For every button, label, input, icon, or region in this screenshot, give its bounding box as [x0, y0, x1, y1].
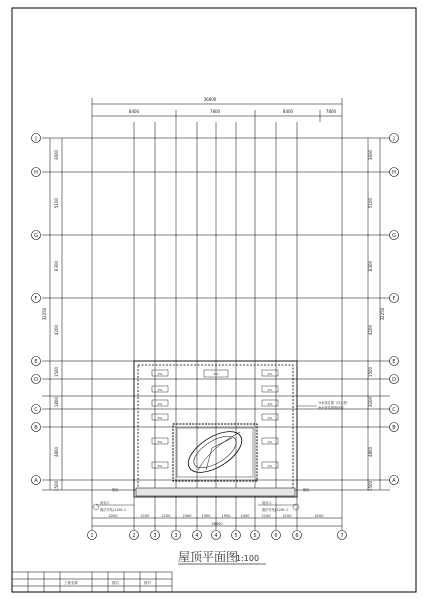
drain-note-left-ref: 做法详见J.1201-1 [100, 508, 126, 512]
row-label-right-e: E [392, 359, 396, 365]
top-dim-2: 7800 [209, 109, 221, 114]
eave-label-left: 檐沟 [112, 488, 119, 492]
vertical-grid-lines [92, 122, 342, 530]
left-dim-3: 6300 [54, 260, 59, 272]
note-right-1: 分水线位置（详大样） [318, 401, 350, 405]
row-label-right-b: B [392, 425, 396, 431]
right-dim-2: 5100 [368, 197, 373, 209]
row-label-left-f: F [34, 296, 38, 302]
bottom-dim-5: 1950 [201, 514, 211, 518]
slope-tag-r6: 2% [267, 464, 273, 468]
slope-tag-r5: 2% [267, 440, 273, 444]
col-label-6: 6 [295, 533, 299, 539]
top-dim-4: 7800 [325, 109, 337, 114]
slope-tag-l6: 2% [157, 464, 163, 468]
row-label-left-h: H [34, 170, 38, 176]
slope-tags [152, 370, 278, 468]
slope-tag-l3: 2% [157, 402, 163, 406]
right-dim-8: 4800 [368, 446, 373, 458]
col-label-4a: 4 [195, 533, 199, 539]
left-dim-1: 3600 [54, 149, 59, 161]
right-dim-9: 1500 [368, 480, 373, 492]
left-dim-2: 5100 [54, 197, 59, 209]
col-label-3a: 3 [174, 533, 178, 539]
drawing-frame [12, 8, 416, 592]
stair-core [173, 423, 257, 481]
col-label-4: 4 [214, 533, 218, 539]
bottom-dim-3: 2100 [161, 514, 171, 518]
left-dim-4: 4200 [54, 324, 59, 336]
row-label-left-g: G [34, 233, 38, 239]
top-total-dim: 36600 [203, 97, 217, 102]
left-dim-9: 1500 [54, 480, 59, 492]
top-dim-1: 8400 [128, 109, 140, 114]
slope-tag-l4: 2% [157, 416, 163, 420]
left-dim-5: 1500 [54, 366, 59, 378]
slope-tag-r3: 2% [267, 402, 273, 406]
row-axis-bubbles [32, 134, 399, 485]
bottom-dim-6: 1950 [221, 514, 231, 518]
slope-tag-r2: 2% [267, 388, 273, 392]
left-total-dim: 32250 [42, 307, 47, 321]
col-label-2: 2 [132, 533, 136, 539]
right-dim-5: 1500 [368, 366, 373, 378]
left-dim-6: 1800 [54, 396, 59, 408]
drain-note-right: 雨水口 [262, 501, 272, 505]
drain-note-left: 雨水口 [100, 501, 110, 505]
slope-tag-l1: 2% [157, 372, 163, 376]
slope-tag-center: 2% [213, 372, 219, 376]
right-total-dim: 32250 [380, 307, 385, 321]
bottom-dim-7: 2400 [240, 514, 250, 518]
col-label-5: 5 [253, 533, 257, 539]
col-label-6a: 6 [274, 533, 278, 539]
bottom-dim-2: 2100 [140, 514, 150, 518]
top-dim-3: 8400 [282, 109, 294, 114]
row-label-left-e: E [34, 359, 38, 365]
row-label-right-j: J [393, 136, 395, 142]
slope-tag-r4: 2% [267, 416, 273, 420]
roof-outline [134, 361, 297, 497]
col-label-5a: 5 [234, 533, 238, 539]
col-label-7: 7 [340, 533, 344, 539]
drain-note-right-ref: 做法详见J.1201-1 [262, 508, 288, 512]
slope-tag-l2: 2% [157, 388, 163, 392]
eave-label-right: 檐沟 [303, 488, 310, 492]
row-label-right-d: D [392, 377, 396, 383]
right-dimensions [368, 138, 380, 490]
row-label-right-h: H [392, 170, 396, 176]
col-label-1: 1 [90, 533, 94, 539]
drawing-title: 屋顶平面图 [178, 550, 239, 564]
note-right-2: 雨水管详建施说明 [318, 406, 344, 410]
row-label-right-a: A [392, 478, 396, 484]
right-dim-1: 3600 [368, 149, 373, 161]
row-label-left-d: D [34, 377, 38, 383]
bottom-dim-9: 2100 [282, 514, 292, 518]
drawing-scale: 1:100 [236, 554, 260, 563]
title-block-cell-3: 图号 [144, 581, 151, 585]
row-label-right-c: C [392, 407, 396, 413]
slope-tag-r1: 2% [267, 372, 273, 376]
row-label-right-f: F [392, 296, 396, 302]
row-label-left-a: A [34, 478, 38, 484]
row-label-left-b: B [34, 425, 38, 431]
row-label-left-c: C [34, 407, 38, 413]
left-dimensions [50, 138, 62, 490]
bottom-dim-4: 2400 [182, 514, 192, 518]
bottom-total-dim: 36600 [211, 522, 223, 526]
right-dim-4: 4200 [368, 324, 373, 336]
right-dim-7: 3000 [368, 396, 373, 408]
bottom-dim-10: 4200 [314, 514, 324, 518]
bottom-dim-8: 2100 [261, 514, 271, 518]
left-dim-8: 4800 [54, 446, 59, 458]
title-block-cell-1: 工程名称 [64, 581, 78, 585]
right-dim-3: 6300 [368, 260, 373, 272]
bottom-dim-1: 4200 [108, 514, 118, 518]
row-label-left-j: J [35, 136, 37, 142]
title-block-cell-2: 图名 [112, 581, 119, 585]
row-label-right-g: G [392, 233, 396, 239]
col-label-3: 3 [153, 533, 157, 539]
slope-tag-l5: 2% [157, 440, 163, 444]
